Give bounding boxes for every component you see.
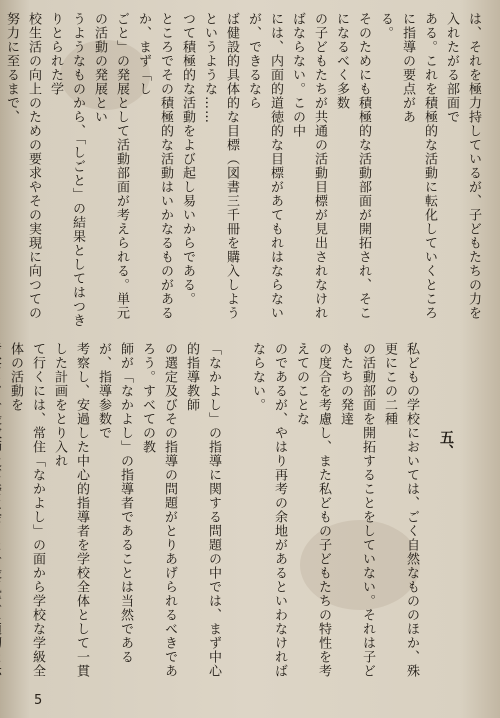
text-line: て行くには、常住「なかよし」の面から学校な学級全体の活動を [8,342,45,678]
text-line: ところでその積極的な活動はいかなるものがあるか、まず「し [136,12,173,320]
text-line: ある。これを積極的な活動に転化していくところに指導の要点があ [400,12,437,320]
text-line [0,342,4,687]
text-line: の度合を考慮し、また私どもの子どもたちの特性を考えてのことな [294,342,331,678]
text-line: の子どもたちが共通の活動目標が見出されなければならない。この中 [290,12,327,320]
text-line: 私どもの学校においては、ごく自然なもののほか、殊更にこの二種 [382,342,419,678]
text-line: ば健設的具体的な目標（図書三千冊を購入しようというような…… [202,12,239,320]
text-line: の活動部面を開拓することをしていない。それは子どもたちの発達 [338,342,375,678]
text-line: のであるが、やはり再考の余地があるといわなければならない。 [250,342,287,678]
text-line: 「なかよし」の指導に関する問題の中では、まず中心的指導教師 [184,342,221,678]
text-line: ごと」の発展として活動部面が考えられる。単元の活動の発展とい [92,12,129,320]
text-line: には、内面的道徳的な目標があてもれはならないが、できるなら [246,12,283,320]
text-line: る。 [378,12,393,40]
text-line [224,342,246,687]
text-line: つて積極的な活動をよび起し易いからである。 [180,12,195,306]
text-line: 師が「なかよし」の指導者であることは当然であるが、指導参数で [96,342,133,664]
text-line: の選定及びその指導の問題がとりあげられるべきであろう。すべての教 [140,342,177,678]
section-heading: 五、 [438,430,454,458]
text-line: 考察し、安過した中心的指導者を学校全体として一貫した計画をとり入れ [52,342,89,678]
lower-text-block [8,342,422,687]
page-number: 5 [34,693,43,708]
upper-text-block [4,12,484,330]
text-line: うようなものから、「しごと」の結果としてはつきりとられた学 [48,12,85,328]
text-line: 校生活の向上のための要求やその実現に向つての努力に至るまで、 [4,12,41,320]
text-line: は、それを極力持しているが、子どもたちの力を入れたがる部面で [444,12,481,320]
text-line: そのためにも積極的な活動部面が開拓され、そこになるべく多数 [334,12,371,320]
